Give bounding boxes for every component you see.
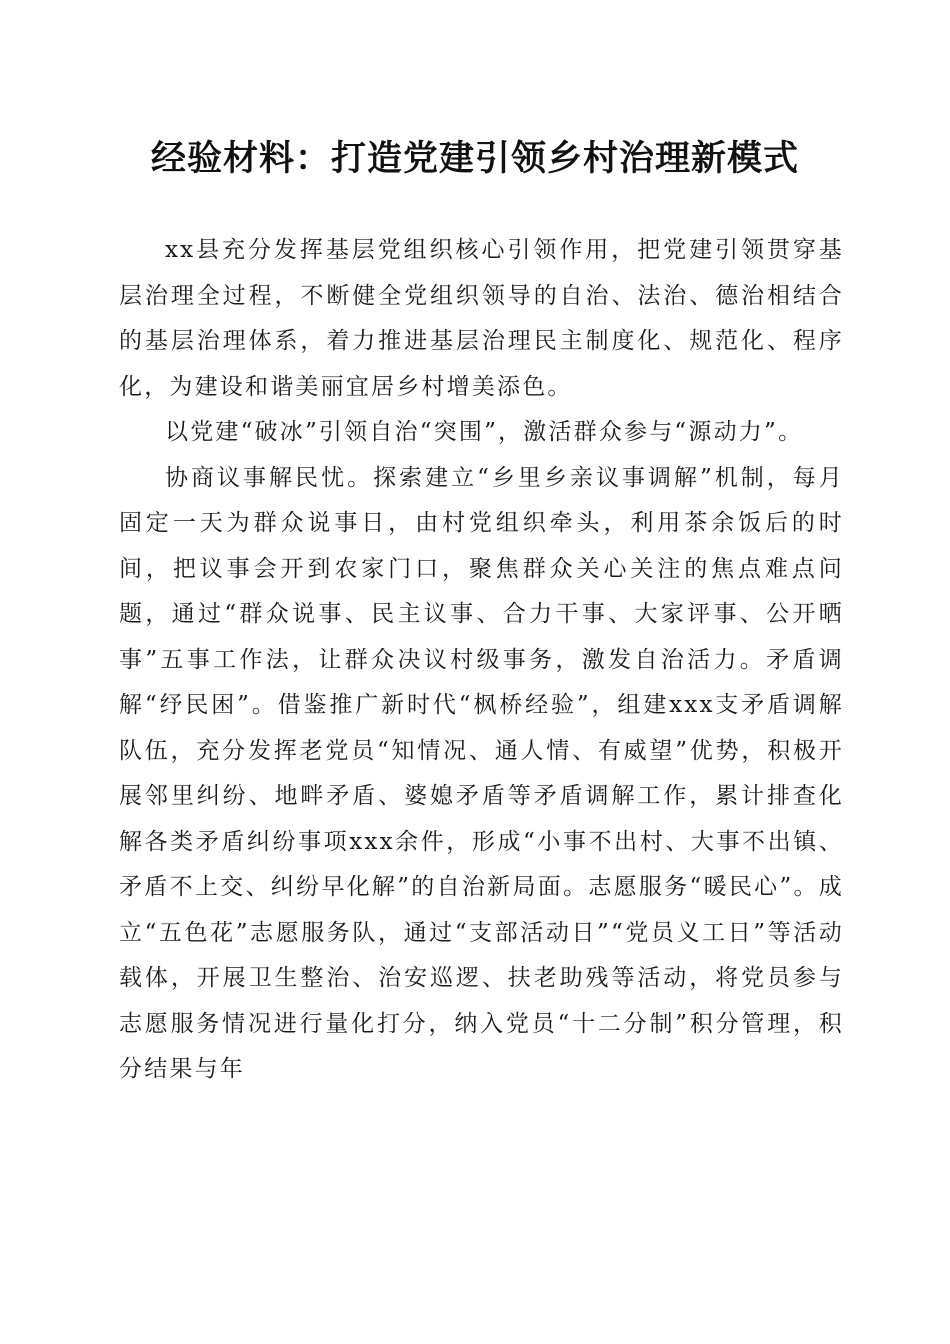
paragraph-intro: xx县充分发挥基层党组织核心引领作用，把党建引领贯穿基层治理全过程，不断健全党组织领导的自治、法治、德治相结合的基层治理体系，着力推进基层治理民主制度化、规范化、程序化，为建设和谐美丽宜居乡村增美添色。 [119, 237, 844, 400]
document-body [119, 228, 844, 1093]
paragraph-consultation: 协商议事解民忧。探索建立“乡里乡亲议事调解”机制，每月固定一天为群众说事日，由村党组织牵头，利用茶余饭后的时间，把议事会开到农家门口，聚焦群众关心关注的焦点难点问题，通过“群众说事、民主议事、合力干事、大家评事、公开晒事”五事工作法，让群众决议村级事务，激发自治活力。矛盾调解“纾民困”。借鉴推广新时代“枫桥经验”，组建xxx支矛盾调解队伍，充分发挥老党员“知情况、通人情、有威望”优势，积极开展邻里纠纷、地畔矛盾、婆媳矛盾等矛盾调解工作，累计排查化解各类矛盾纠纷事项xxx余件，形成“小事不出村、大事不出镇、矛盾不上交、纠纷早化解”的自治新局面。志愿服务“暖民心”。成立“五色花”志愿服务队，通过“支部活动日”“党员义工日”等活动载体，开展卫生整治、治安巡逻、扶老助残等活动，将党员参与志愿服务情况进行量化打分，纳入党员“十二分制”积分管理，积分结果与年 [119, 464, 844, 1082]
document-title: 经验材料：打造党建引领乡村治理新模式 [150, 138, 799, 179]
paragraph-section-heading: 以党建“破冰”引领自治“突围”，激活群众参与“源动力”。 [165, 419, 804, 445]
